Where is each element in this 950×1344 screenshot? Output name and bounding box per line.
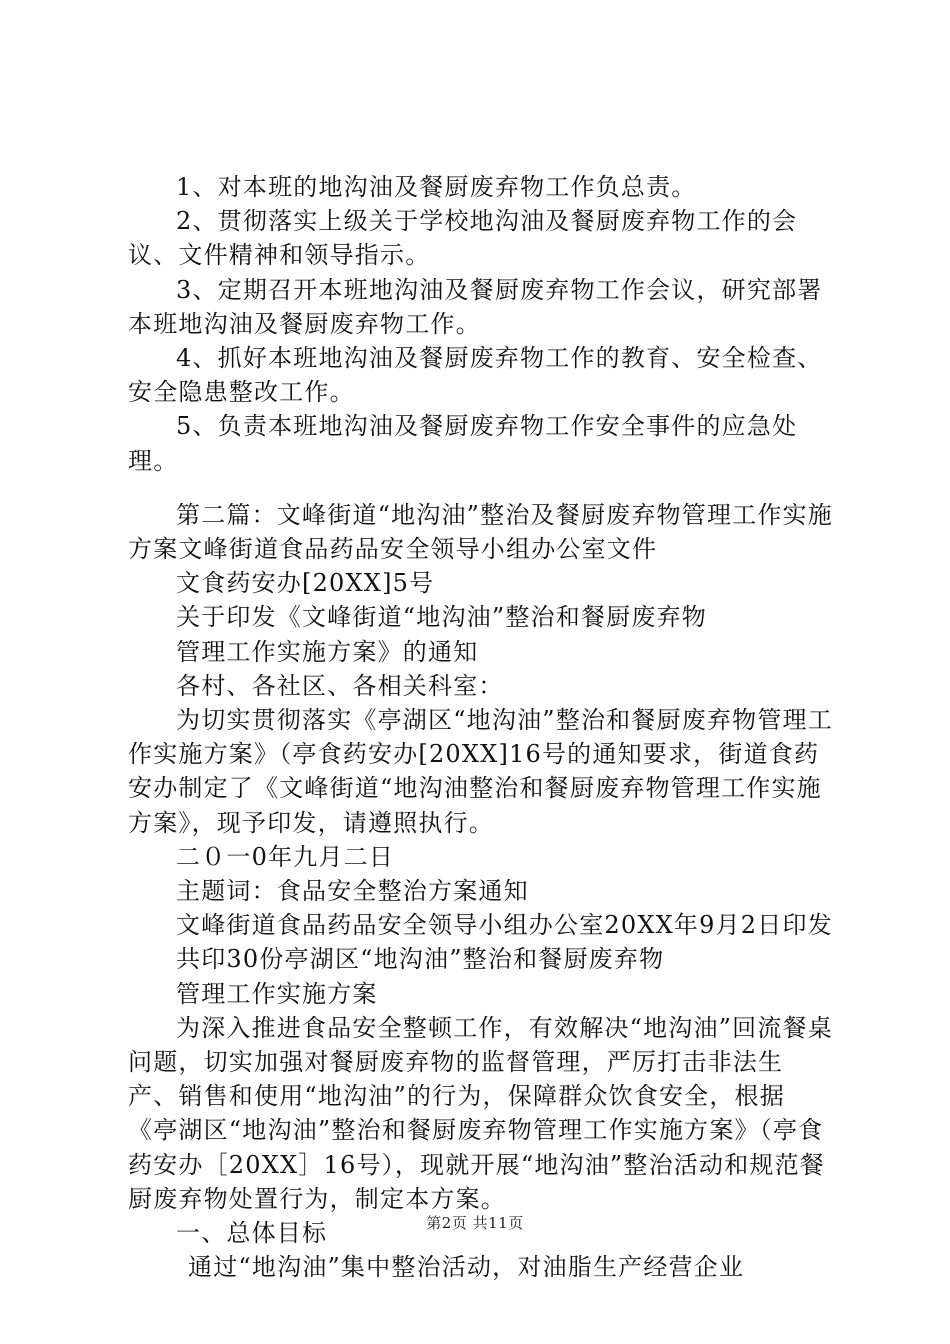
paragraph: 共印30份亭湖区“地沟油”整治和餐厨废弃物 [176, 945, 665, 974]
paragraph: 各村、各社区、各相关科室： [176, 671, 504, 700]
paragraph: 文食药安办[20XX]5号 [176, 569, 435, 598]
paragraph: 管理工作实施方案 [176, 979, 378, 1008]
paragraph: 1、对本班的地沟油及餐厨废弃物工作负总责。 [176, 173, 697, 201]
paragraph: 为深入推进食品安全整顿工作，有效解决“地沟油”回流餐桌问题，切实加强对餐厨废弃物的监督管理，严厉打击非法生产、销售和使用“地沟油”的行为，保障群众饮食安全，根据《亭湖区“地沟油”整治和餐厨废弃物管理工作实施方案》（亭食药安办［20XX］16号），现就开展“地沟油”整治活动和规范餐厨废弃物处置行为，制定本方案。 [128, 1013, 833, 1213]
paragraph: 3、定期召开本班地沟油及餐厨废弃物工作会议，研究部署本班地沟油及餐厨废弃物工作。 [128, 275, 823, 338]
paragraph: 为切实贯彻落实《亭湖区“地沟油”整治和餐厨废弃物管理工作实施方案》（亭食药安办[20XX]16号的通知要求，街道食药安办制定了《文峰街道“地沟油整治和餐厨废弃物管理工作实施方案》，现予印发，请遵照执行。 [128, 706, 833, 837]
document-body [128, 170, 833, 1285]
paragraph: 2、贯彻落实上级关于学校地沟油及餐厨废弃物工作的会议、文件精神和领导指示。 [128, 207, 798, 270]
paragraph: 二０一0年九月二日 [176, 842, 395, 871]
paragraph: 一、总体目标 [176, 1219, 328, 1248]
second-article-section [128, 498, 833, 1285]
paragraph: 5、负责本班地沟油及餐厨废弃物工作安全事件的应急处理。 [128, 412, 798, 475]
paragraph: 文峰街道食品药品安全领导小组办公室20XX年9月2日印发 [176, 911, 833, 940]
section-gap [128, 478, 833, 498]
paragraph: 管理工作实施方案》的通知 [176, 637, 479, 666]
responsibilities-section [128, 170, 833, 478]
paragraph: 关于印发《文峰街道“地沟油”整治和餐厨废弃物 [176, 603, 707, 632]
paragraph: 第二篇：文峰街道“地沟油”整治及餐厨废弃物管理工作实施方案文峰街道食品药品安全领导小组办公室文件 [128, 500, 833, 564]
page-footer: 第2页 共11页 [426, 1214, 524, 1232]
paragraph: 通过“地沟油”集中整治活动，对油脂生产经营企业 [188, 1253, 745, 1282]
paragraph: 主题词：食品安全整治方案通知 [176, 877, 529, 906]
paragraph: 4、抓好本班地沟油及餐厨废弃物工作的教育、安全检查、安全隐患整改工作。 [128, 344, 823, 407]
